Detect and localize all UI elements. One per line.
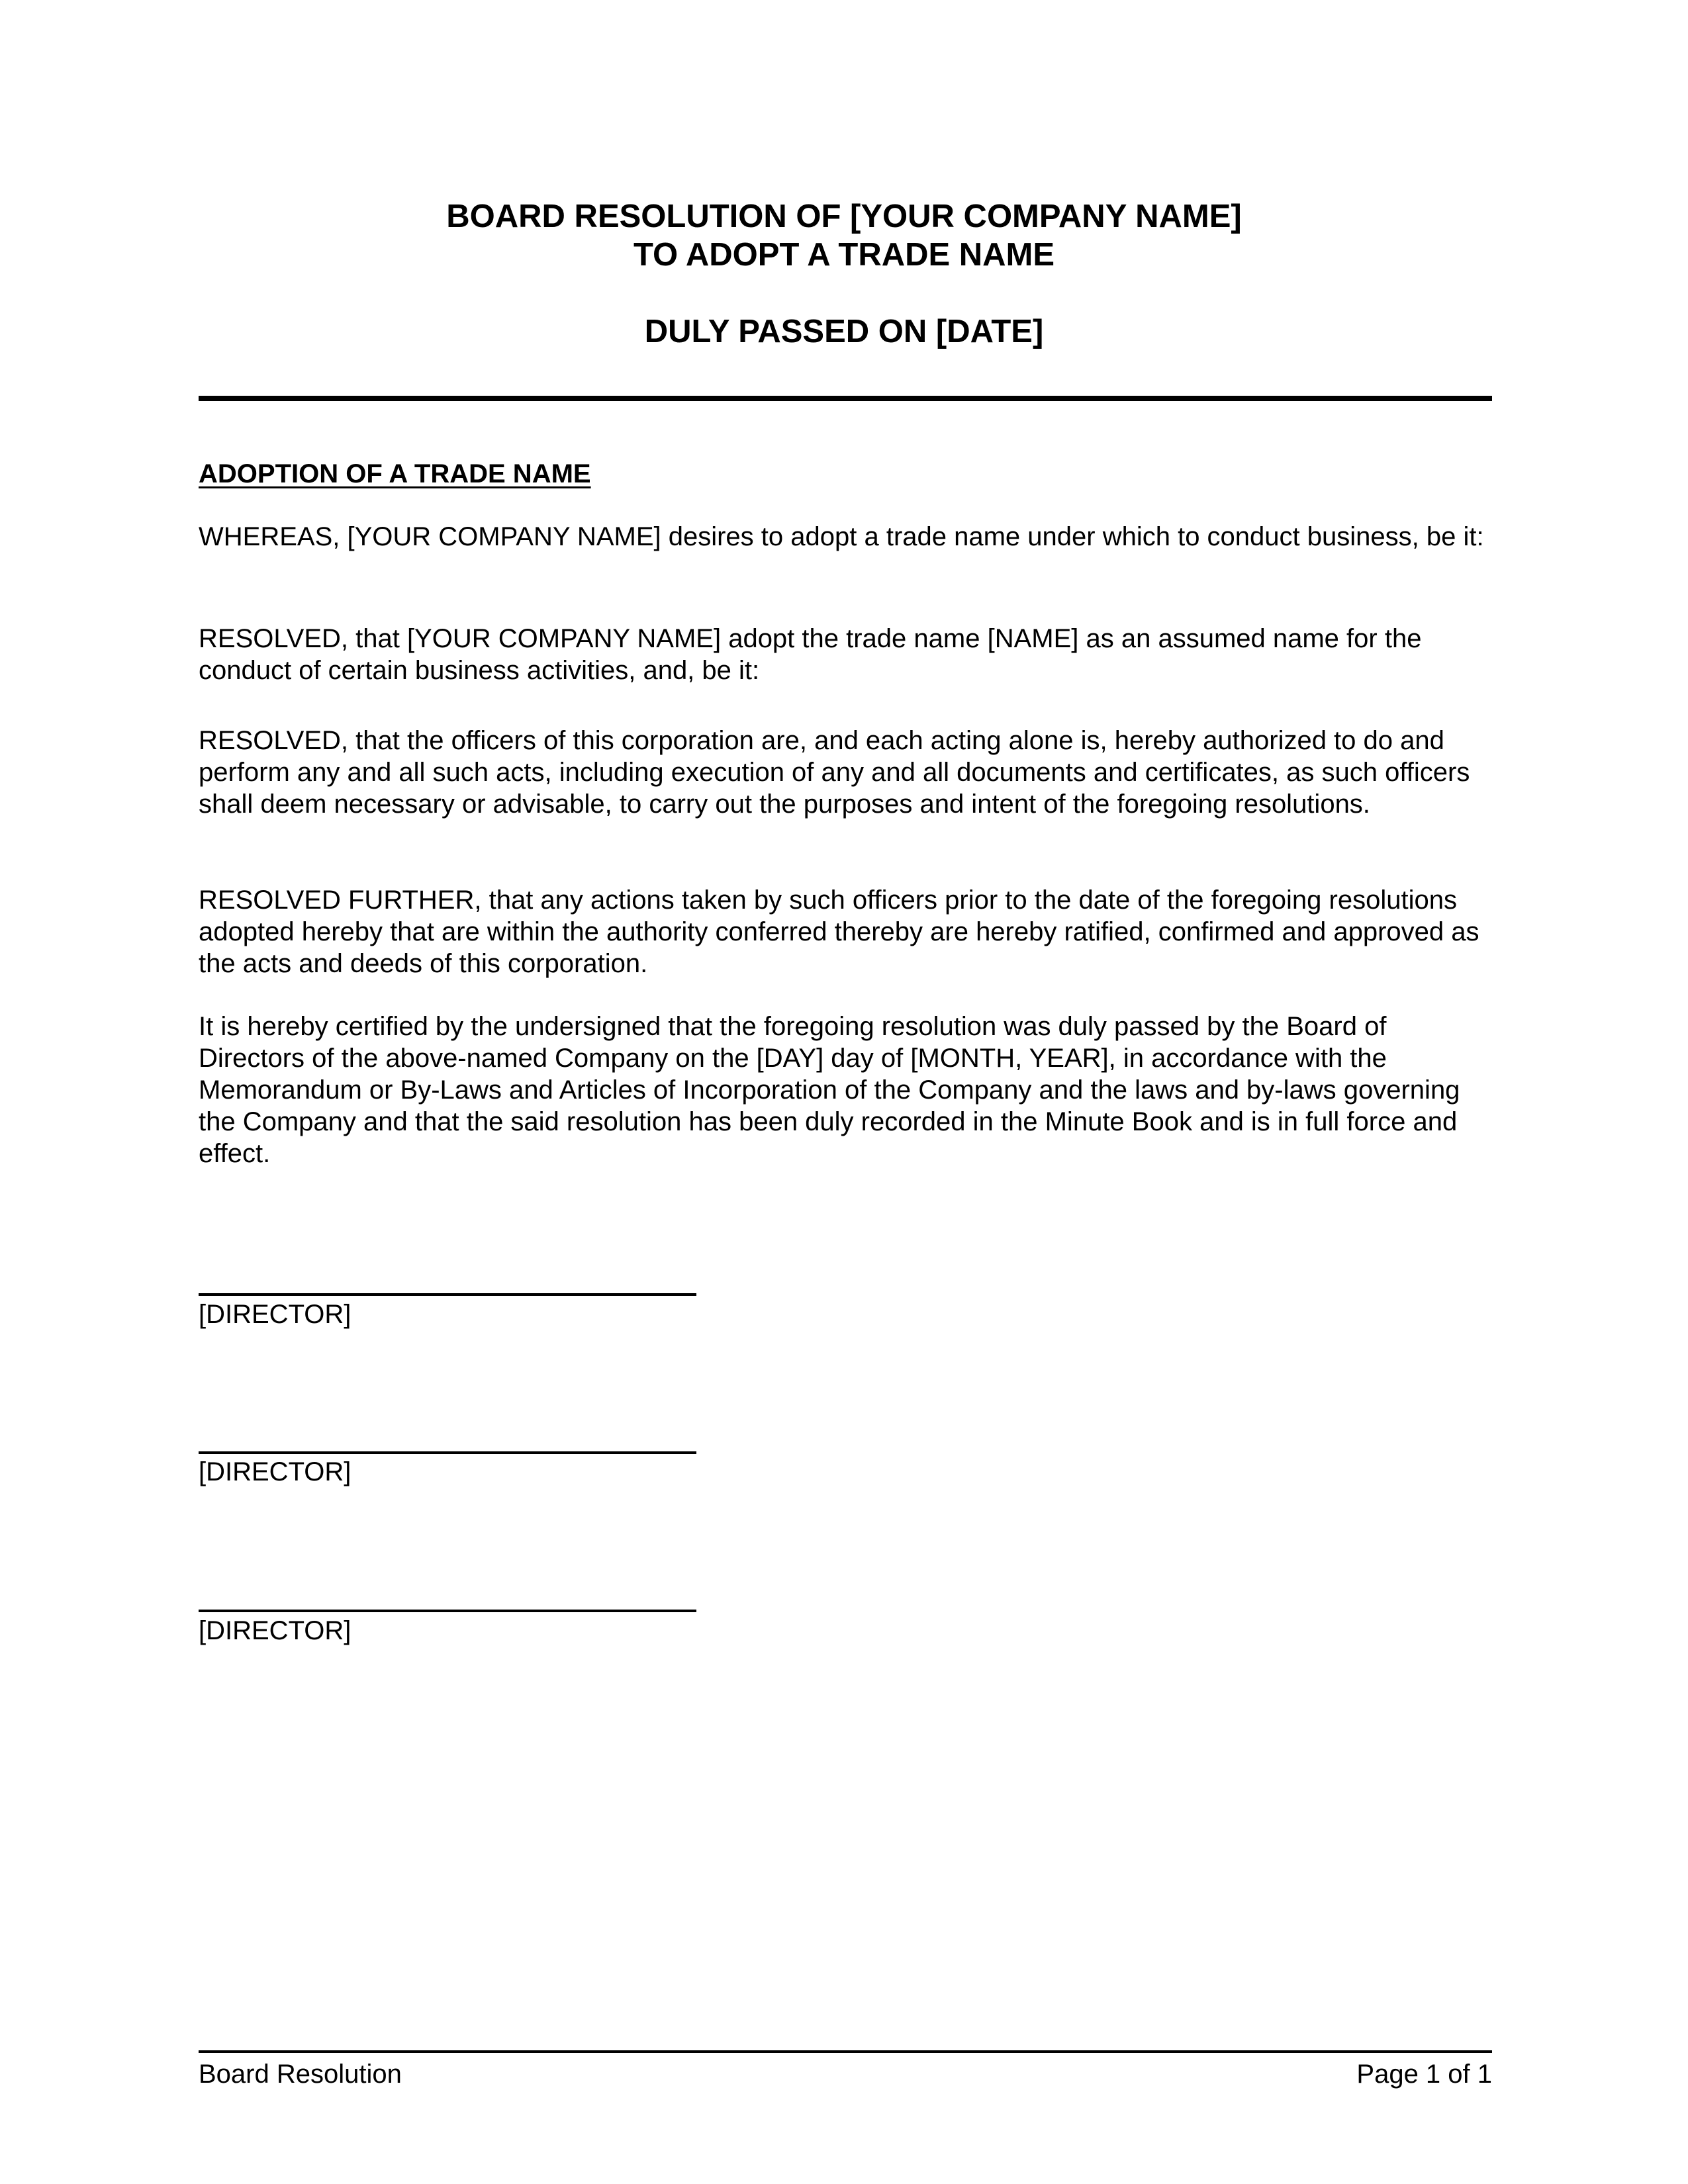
signature-line-1: [199, 1293, 696, 1296]
paragraph-text: RESOLVED, that the officers of this corporation are, and each acting alone is, hereby authorized to do and perform any and all such acts, including execution of any and all documents and certificates, as such officers shall deem necessary or advisable, to carry out the purposes and intent of the foregoing resolutions.: [199, 726, 1470, 819]
signature-label-3: [DIRECTOR]: [199, 1616, 352, 1645]
paragraph-resolved-1: [199, 623, 1492, 686]
footer-page-number: Page 1 of 1: [1356, 2060, 1492, 2089]
paragraph-whereas: [199, 521, 1492, 553]
paragraph-resolved-2: [199, 725, 1492, 820]
section-heading: ADOPTION OF A TRADE NAME: [199, 459, 591, 488]
signature-line-3: [199, 1610, 696, 1612]
document-title: [199, 197, 1489, 274]
paragraph-resolved-further: [199, 884, 1492, 979]
title-line-1: BOARD RESOLUTION OF [YOUR COMPANY NAME]: [446, 199, 1242, 234]
subtitle-line: DULY PASSED ON [DATE]: [644, 314, 1044, 349]
paragraph-text: RESOLVED FURTHER, that any actions taken by such officers prior to the date of the foregoing resolutions adopted hereby that are within the authority conferred thereby are hereby ratified, confirmed and approved as the acts and deeds of this corporation.: [199, 886, 1479, 978]
footer-divider: [199, 2050, 1492, 2053]
paragraph-text: WHEREAS, [YOUR COMPANY NAME] desires to adopt a trade name under which to conduct business, be it:: [199, 522, 1484, 551]
paragraph-text: It is hereby certified by the undersigned that the foregoing resolution was duly passed by the Board of Directors of the above-named Company on the [DAY] day of [MONTH, YEAR], in accordance with the Memorandum or By-Laws and Articles of Incorporation of the Company and the laws and by-laws governing the Company and that the said resolution has been duly recorded in the Minute Book and is in full force and effect.: [199, 1012, 1460, 1168]
header-divider: [199, 396, 1492, 401]
paragraph-certification: [199, 1011, 1492, 1169]
signature-line-2: [199, 1451, 696, 1454]
document-subtitle: [199, 312, 1489, 351]
footer-document-name: Board Resolution: [199, 2060, 402, 2089]
signature-label-1: [DIRECTOR]: [199, 1300, 352, 1329]
title-line-2: TO ADOPT A TRADE NAME: [633, 237, 1055, 273]
signature-label-2: [DIRECTOR]: [199, 1457, 352, 1486]
paragraph-text: RESOLVED, that [YOUR COMPANY NAME] adopt the trade name [NAME] as an assumed name for the conduct of certain business activities, and, be it:: [199, 624, 1422, 685]
